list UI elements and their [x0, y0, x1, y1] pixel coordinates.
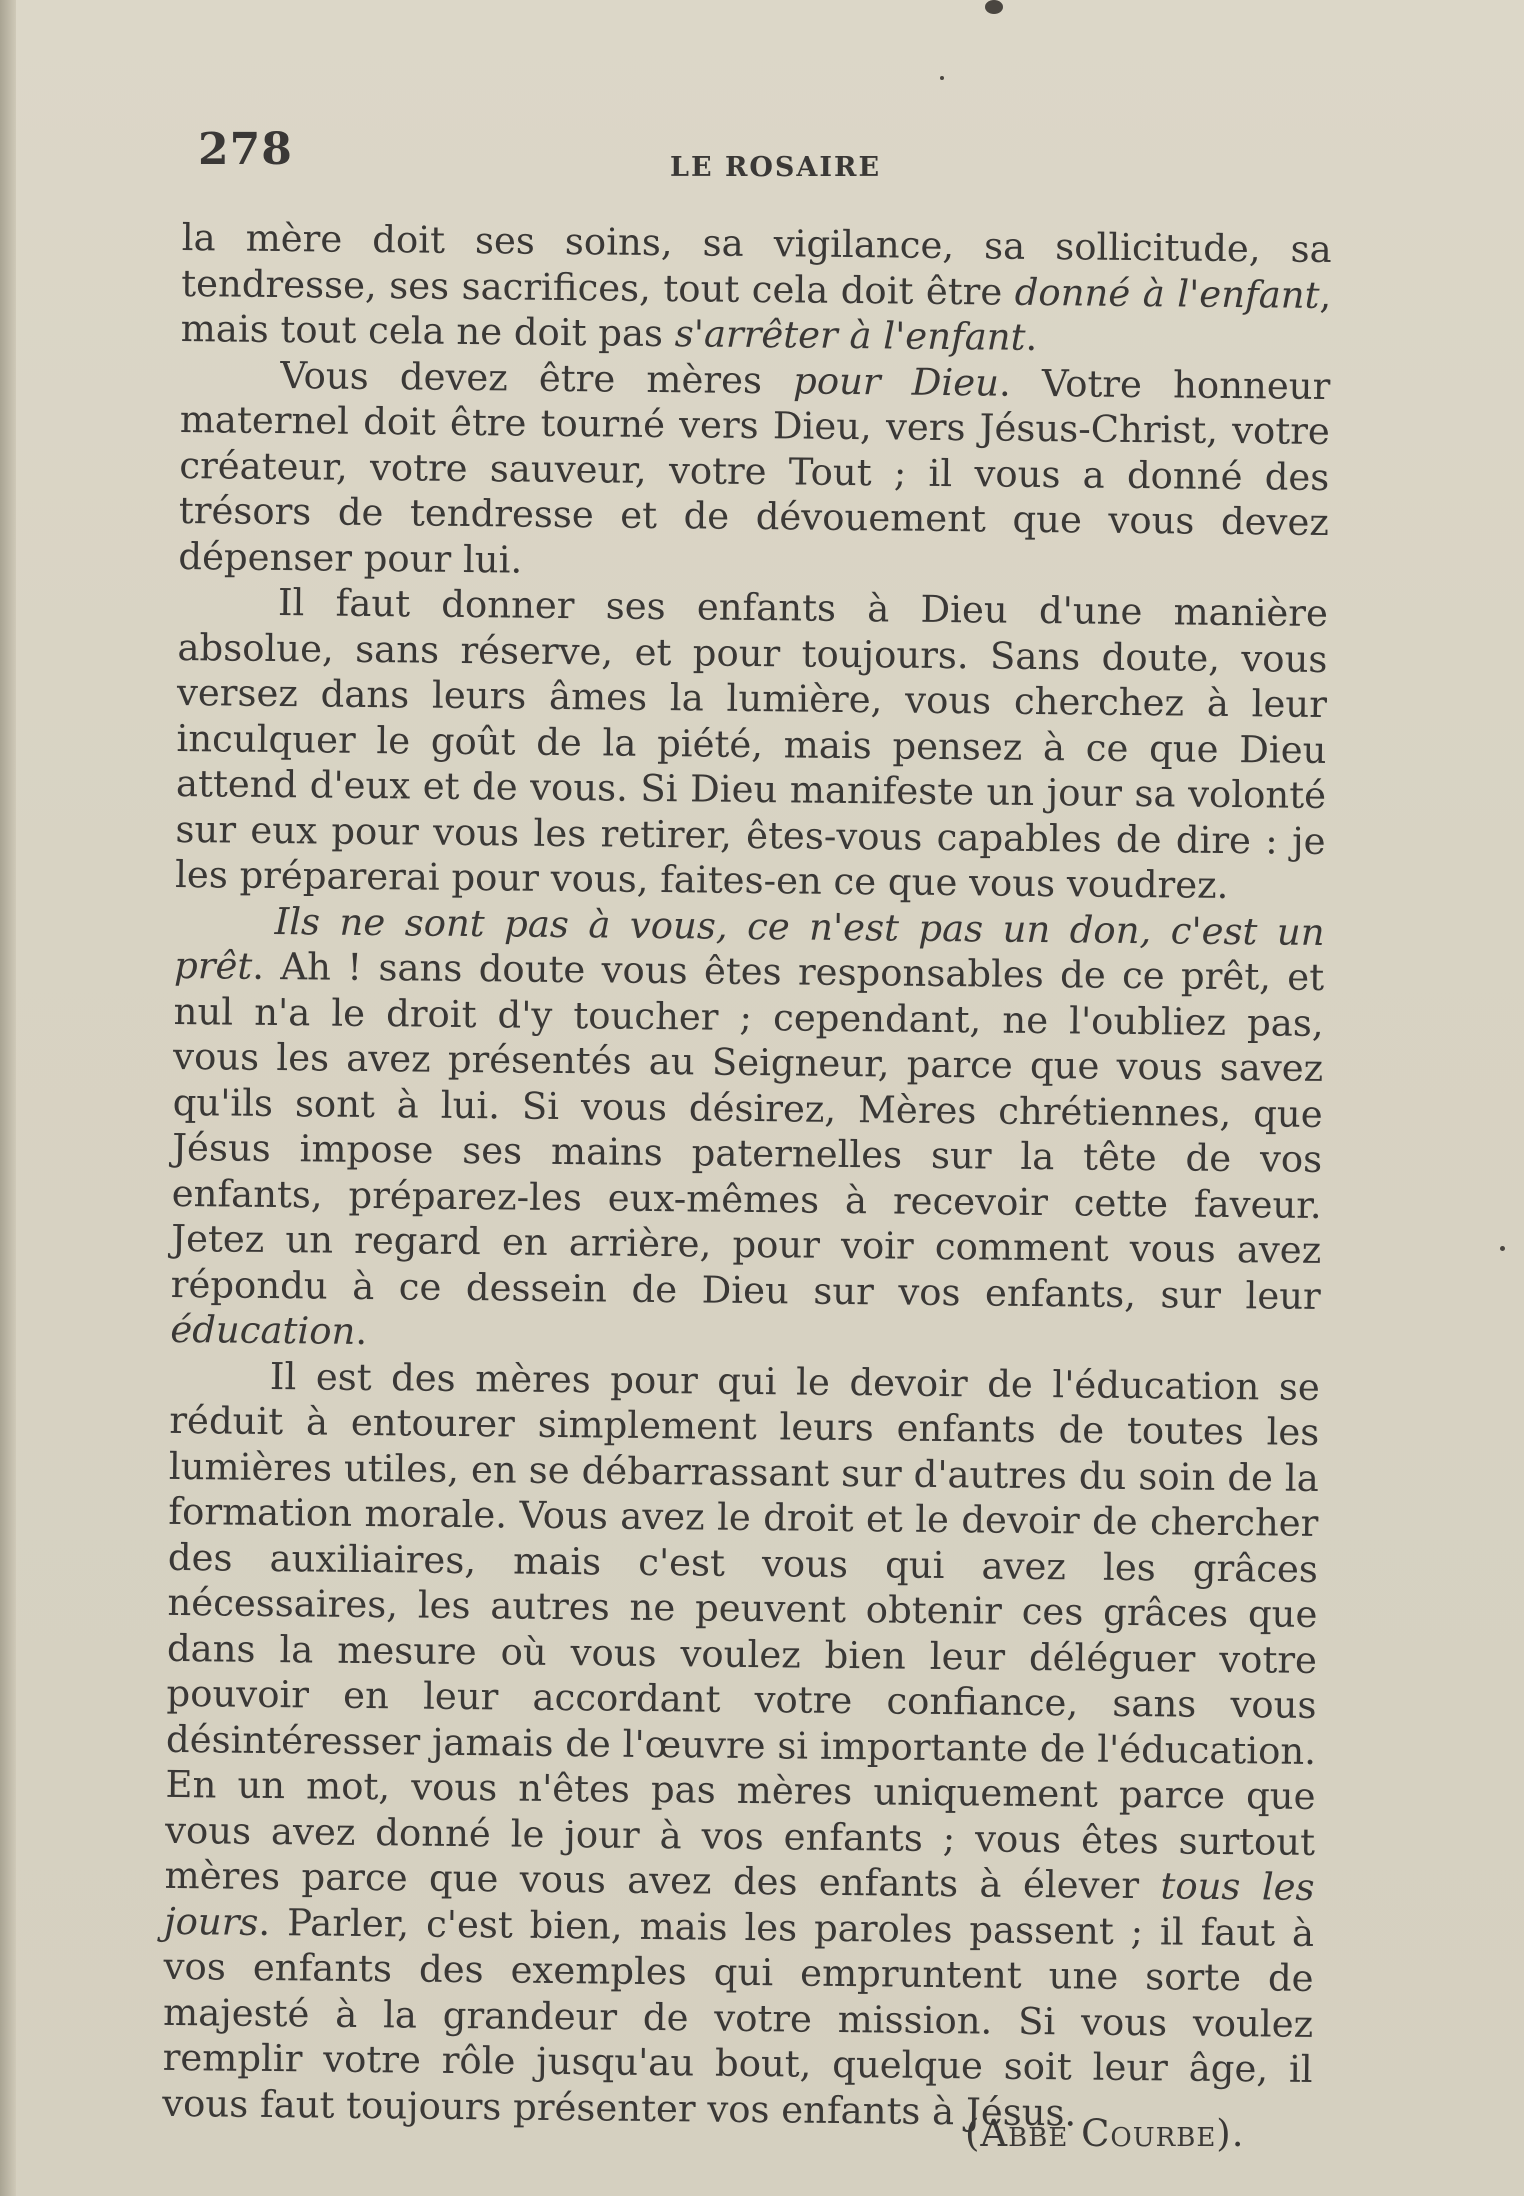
text-run: Il faut donner ses enfants à Dieu d'une manière absolue, sans réserve, et pour toujours. Sans doute, vous versez dans leurs âmes la lumière, vous cherchez à leur inculquer le goût de la piété, mais pensez à ce que Dieu attend d'eux et de vous. Si Dieu manifeste un jour sa volonté sur eux pour vous les retirer, êtes-vous capables de dire : je les préparerai pour vous, faites-en ce que vous voudrez.: [174, 581, 1329, 907]
text-run: , mais tout cela ne doit pas: [180, 273, 1332, 356]
text-run: .: [1025, 315, 1038, 359]
text-run: Il est des mères pour qui le devoir de l'éducation se réduit à entourer simplement leurs enfants de toutes les lumières utiles, en se débarrassant sur d'autres du soin de la formation morale. Vous avez le droit et le devoir de chercher des auxiliaires, mais c'est vous qui avez les grâces nécessaires, les autres ne peuvent obtenir ces grâces que dans la mesure où vous voulez bien leur déléguer votre pouvoir en leur accordant votre confiance, sans vous désintéresser jamais de l'œuvre si importante de l'éducation. En un mot, vous n'êtes pas mères uniquement parce que vous avez donné le jour à vos enfants ; vous êtes surtout mères parce que vous avez des enfants à élever: [164, 1354, 1321, 1908]
text-run: la mère doit ses soins, sa vigilance, sa sollicitude, sa tendresse, ses sacrifices, tout cela doit être: [181, 215, 1332, 314]
page-body: [162, 215, 1332, 2138]
ink-speck: [1500, 1246, 1505, 1251]
paragraph: [170, 897, 1325, 1364]
italic-run: pour Dieu: [792, 358, 1000, 405]
italic-run: éducation: [170, 1307, 356, 1353]
ink-speck: [985, 0, 1003, 14]
italic-run: tous les jours: [163, 1864, 1315, 1944]
ink-speck: [940, 76, 944, 80]
page-number: 278: [198, 124, 293, 175]
paragraph: [181, 215, 1332, 364]
text-run: Vous devez être mères: [280, 353, 763, 402]
italic-run: s'arrêter à l'enfant: [674, 312, 1026, 359]
italic-run: donné à l'enfant: [1014, 270, 1320, 317]
text-run: . Ah ! sans doute vous êtes responsables de ce prêt, et nul n'a le droit d'y toucher ; cependant, ne l'oubliez pas, vous les avez présentés au Seigneur, parce que vous savez qu'ils sont à lui. Si vous désirez, Mères chrétiennes, que Jésus impose ses mains paternelles sur la tête de vos enfants, préparez-les eux-mêmes à recevoir cette faveur. Jetez un regard en arrière, pour voir comment vous avez répondu à ce dessein de Dieu sur vos enfants, sur leur: [170, 944, 1325, 1318]
text-run: . Votre honneur maternel doit être tourné vers Dieu, vers Jésus-Christ, votre créateur, votre sauveur, votre Tout ; il vous a donné des trésors de tendresse et de dévouement que vous devez dépenser pour lui.: [178, 361, 1331, 582]
page-binding-edge: [0, 0, 16, 2196]
italic-run: Ils ne sont pas à vous, ce n'est pas un don, c'est un prêt: [173, 899, 1325, 988]
paragraph: [175, 579, 1328, 910]
paragraph: [162, 1352, 1320, 2138]
text-run: .: [355, 1309, 368, 1353]
text-run: . Parler, c'est bien, mais les paroles passent ; il faut à vos enfants des exemples qui empruntent une sorte de majesté à la grandeur de votre mission. Si vous voulez remplir votre rôle jusqu'au bout, quelque soit leur âge, il vous faut toujours présenter vos enfants à Jésus.: [162, 1900, 1315, 2134]
author-signature: (Abbé Courbe).: [965, 2112, 1245, 2155]
paragraph: [178, 351, 1330, 591]
running-head: LE ROSAIRE: [670, 152, 882, 183]
